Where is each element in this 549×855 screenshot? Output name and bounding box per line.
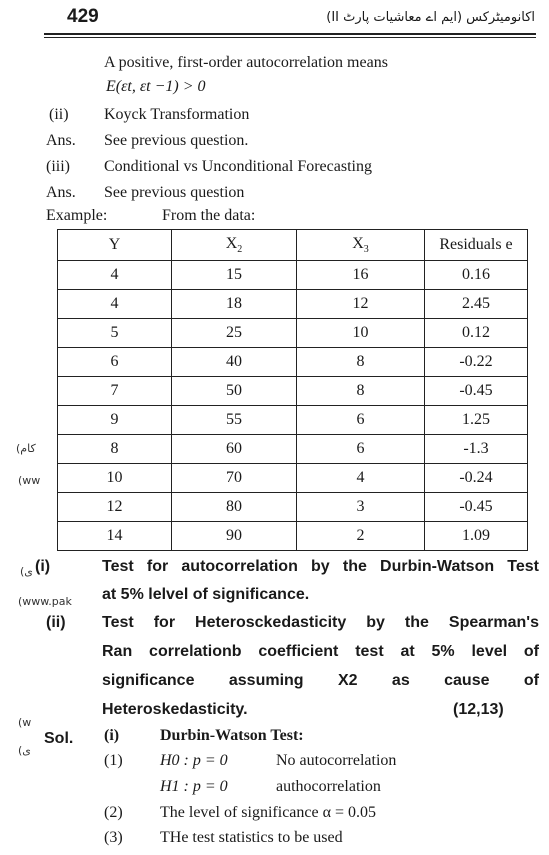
hypothesis-alt-desc: authocorrelation xyxy=(276,778,381,795)
table-header-row xyxy=(58,230,528,261)
table-cell: 15 xyxy=(172,261,297,290)
table-row xyxy=(58,464,528,493)
question-text: Heteroskedasticity. xyxy=(102,701,248,718)
question-marks: (12,13) xyxy=(453,701,504,718)
table-cell: 12 xyxy=(297,290,425,319)
table-cell: 4 xyxy=(297,464,425,493)
table-cell: 25 xyxy=(172,319,297,348)
item-text: Conditional vs Unconditional Forecasting xyxy=(104,158,372,175)
table-cell: 1.09 xyxy=(425,522,528,551)
table-cell: 12 xyxy=(58,493,172,522)
item-text: See previous question xyxy=(104,184,245,201)
table-cell: 2.45 xyxy=(425,290,528,319)
example-text: From the data: xyxy=(162,207,256,224)
column-header-residuals: Residuals e xyxy=(425,230,528,261)
step-number: (2) xyxy=(104,804,123,821)
column-header-x3: $X_3$ xyxy=(297,230,425,261)
running-title: اکانومیٹرکس (ایم اے معاشیات پارٹ II) xyxy=(326,10,535,25)
margin-fragment: (www.pak xyxy=(18,595,72,608)
table-row xyxy=(58,522,528,551)
table-cell: 0.16 xyxy=(425,261,528,290)
table-body xyxy=(58,261,528,551)
table-cell: 16 xyxy=(297,261,425,290)
table-cell: 4 xyxy=(58,290,172,319)
table-row xyxy=(58,493,528,522)
table-cell: -0.22 xyxy=(425,348,528,377)
table-row xyxy=(58,319,528,348)
table-row xyxy=(58,377,528,406)
table-cell: 8 xyxy=(297,377,425,406)
item-text: Koyck Transformation xyxy=(104,106,250,123)
table-row xyxy=(58,435,528,464)
question-text: Test for autocorrelation by the Durbin-Watson Test xyxy=(102,558,539,575)
table-cell: 6 xyxy=(297,435,425,464)
table-cell: 90 xyxy=(172,522,297,551)
solution-label: Sol. xyxy=(44,730,74,747)
margin-fragment: (w xyxy=(18,716,32,729)
table-cell: 80 xyxy=(172,493,297,522)
step-number: (1) xyxy=(104,752,123,769)
table-row xyxy=(58,261,528,290)
table-cell: 10 xyxy=(58,464,172,493)
table-cell: 5 xyxy=(58,319,172,348)
table-cell: 6 xyxy=(58,348,172,377)
item-label: (iii) xyxy=(46,158,70,175)
step-text: THe test statistics to be used xyxy=(160,829,343,846)
margin-fragment: (کام xyxy=(16,442,36,455)
table-cell: -0.24 xyxy=(425,464,528,493)
item-label: Ans. xyxy=(46,132,76,149)
step-text: The level of significance α = 0.05 xyxy=(160,804,376,821)
table-cell: 1.25 xyxy=(425,406,528,435)
item-label: Ans. xyxy=(46,184,76,201)
table-cell: 8 xyxy=(58,435,172,464)
intro-text: A positive, first-order autocorrelation means xyxy=(104,54,388,71)
table-cell: 50 xyxy=(172,377,297,406)
table-cell: 70 xyxy=(172,464,297,493)
table-cell: 8 xyxy=(297,348,425,377)
table-cell: 7 xyxy=(58,377,172,406)
question-label: (ii) xyxy=(46,614,66,631)
solution-heading: Durbin-Watson Test: xyxy=(160,727,304,744)
column-header-y: Y xyxy=(58,230,172,261)
header-rule xyxy=(44,33,536,35)
header-rule-thin xyxy=(44,37,536,38)
solution-sub-label: (i) xyxy=(104,727,120,744)
question-text: Ran correlationb coefficient test at 5% level of xyxy=(102,643,539,660)
table-cell: 18 xyxy=(172,290,297,319)
question-text: at 5% lelvel of significance. xyxy=(102,586,310,603)
table-cell: 6 xyxy=(297,406,425,435)
table-cell: 4 xyxy=(58,261,172,290)
table-row xyxy=(58,406,528,435)
table-cell: 3 xyxy=(297,493,425,522)
hypothesis-null: H0 : p = 0 xyxy=(160,752,228,769)
question-text: Test for Heterosckedasticity by the Spearman's xyxy=(102,614,539,631)
table-cell: -0.45 xyxy=(425,493,528,522)
step-number: (3) xyxy=(104,829,123,846)
table-cell: 9 xyxy=(58,406,172,435)
table-cell: 0.12 xyxy=(425,319,528,348)
intro-formula: E(εt, εt −1) > 0 xyxy=(106,78,206,95)
table-cell: 40 xyxy=(172,348,297,377)
margin-fragment: (ww xyxy=(18,474,41,487)
data-table xyxy=(57,229,528,551)
margin-fragment: (ی xyxy=(20,565,33,578)
table-row xyxy=(58,348,528,377)
example-label: Example: xyxy=(46,207,108,224)
item-text: See previous question. xyxy=(104,132,249,149)
item-label: (ii) xyxy=(49,106,69,123)
hypothesis-alt: H1 : p = 0 xyxy=(160,778,228,795)
hypothesis-null-desc: No autocorrelation xyxy=(276,752,397,769)
table-cell: 10 xyxy=(297,319,425,348)
page-number: 429 xyxy=(67,6,99,27)
table-cell: 55 xyxy=(172,406,297,435)
table-cell: -0.45 xyxy=(425,377,528,406)
table-cell: 14 xyxy=(58,522,172,551)
table-row xyxy=(58,290,528,319)
table-cell: 60 xyxy=(172,435,297,464)
column-header-x2: $X_2$ xyxy=(172,230,297,261)
margin-fragment: (ی xyxy=(18,744,31,757)
table-cell: -1.3 xyxy=(425,435,528,464)
question-text: significance assuming X2 as cause of xyxy=(102,672,539,689)
table-cell: 2 xyxy=(297,522,425,551)
question-label: (i) xyxy=(35,558,51,575)
